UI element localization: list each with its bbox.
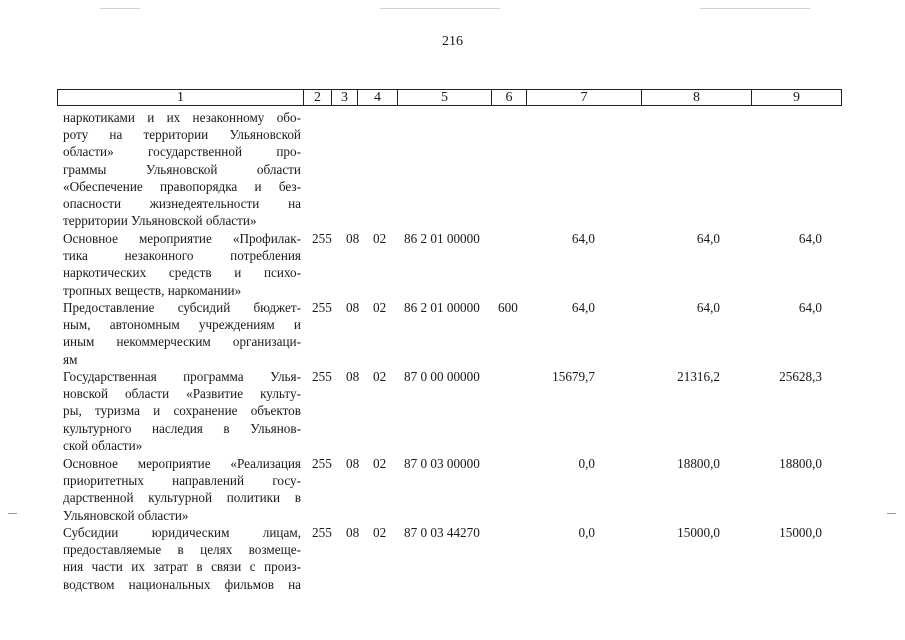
cell-ministry-code: 255	[312, 231, 332, 246]
header-col-7: 7	[527, 90, 642, 105]
description-line: граммы Ульяновской области	[63, 161, 301, 177]
row-description	[63, 524, 301, 593]
header-col-3: 3	[332, 90, 358, 105]
header-col-8: 8	[642, 90, 752, 105]
description-line: наркотиками и их незаконному обо-	[63, 110, 301, 125]
description-line: ской области»	[63, 437, 143, 453]
description-line: Государственная программа Улья-	[63, 369, 301, 384]
cell-amount-year-2: 64,0	[696, 300, 720, 315]
page-number: 216	[442, 34, 463, 49]
description-line: территории Ульяновской области»	[63, 213, 257, 229]
cell-expense-type: 600	[498, 300, 518, 315]
cell-amount-year-1: 64,0	[571, 231, 595, 246]
description-line: предоставляемые в целях возмеще-	[63, 542, 301, 558]
description-line: Ульяновской области»	[63, 507, 189, 523]
scan-mark	[700, 8, 810, 9]
cell-subsection: 02	[373, 456, 387, 471]
cell-amount-year-1: 0,0	[578, 456, 595, 471]
description-line: новской области «Развитие культу-	[63, 386, 301, 402]
row-description	[63, 109, 301, 229]
cell-subsection: 02	[373, 525, 387, 540]
cell-subsection: 02	[373, 300, 387, 315]
description-line: Основное мероприятие «Реализация	[63, 456, 301, 471]
cell-amount-year-3: 64,0	[798, 300, 822, 315]
cell-amount-year-3: 25628,3	[779, 369, 822, 384]
header-col-4: 4	[358, 90, 398, 105]
scan-mark	[380, 8, 500, 9]
cell-amount-year-2: 18800,0	[677, 456, 720, 471]
cell-section: 08	[346, 369, 360, 384]
cell-target-article: 87 0 00 00000	[404, 369, 480, 384]
cell-ministry-code: 255	[312, 525, 332, 540]
description-line: водством национальных фильмов на	[63, 576, 301, 592]
cell-target-article: 86 2 01 00000	[404, 231, 480, 246]
scan-mark	[887, 513, 896, 514]
cell-ministry-code: 255	[312, 300, 332, 315]
header-col-6: 6	[492, 90, 527, 105]
description-line: ры, туризма и сохранение объектов	[63, 403, 301, 419]
cell-section: 08	[346, 456, 360, 471]
header-col-2: 2	[304, 90, 332, 105]
description-line: Основное мероприятие «Профилак-	[63, 231, 301, 246]
table-header-row	[57, 89, 842, 106]
description-line: Субсидии юридическим лицам,	[63, 525, 301, 540]
description-line: «Обеспечение правопорядка и без-	[63, 178, 301, 194]
cell-subsection: 02	[373, 369, 387, 384]
description-line: наркотических средств и психо-	[63, 265, 301, 281]
cell-ministry-code: 255	[312, 456, 332, 471]
cell-amount-year-3: 15000,0	[779, 525, 822, 540]
cell-section: 08	[346, 300, 360, 315]
row-description	[63, 230, 301, 299]
header-col-5: 5	[398, 90, 492, 105]
description-line: культурного наследия в Ульянов-	[63, 420, 301, 436]
row-description	[63, 299, 301, 368]
cell-target-article: 87 0 03 44270	[404, 525, 480, 540]
cell-target-article: 86 2 01 00000	[404, 300, 480, 315]
cell-amount-year-2: 64,0	[696, 231, 720, 246]
cell-amount-year-1: 15679,7	[552, 369, 595, 384]
description-line: тропных веществ, наркомании»	[63, 282, 242, 298]
cell-subsection: 02	[373, 231, 387, 246]
cell-amount-year-1: 0,0	[578, 525, 595, 540]
row-description	[63, 368, 301, 454]
header-col-9: 9	[793, 90, 800, 105]
cell-section: 08	[346, 525, 360, 540]
header-col-1: 1	[58, 90, 304, 105]
cell-amount-year-2: 15000,0	[677, 525, 720, 540]
description-line: Предоставление субсидий бюджет-	[63, 300, 301, 315]
cell-ministry-code: 255	[312, 369, 332, 384]
description-line: опасности жизнедеятельности на	[63, 196, 301, 212]
description-line: области» государственной про-	[63, 144, 301, 160]
description-line: дарственной культурной политики в	[63, 490, 301, 506]
cell-target-article: 87 0 03 00000	[404, 456, 480, 471]
description-line: ям	[63, 351, 78, 367]
cell-amount-year-1: 64,0	[571, 300, 595, 315]
cell-amount-year-3: 64,0	[798, 231, 822, 246]
cell-amount-year-2: 21316,2	[677, 369, 720, 384]
scan-mark	[100, 8, 140, 9]
row-description	[63, 455, 301, 524]
description-line: ным, автономным учреждениям и	[63, 317, 301, 333]
cell-section: 08	[346, 231, 360, 246]
description-line: иным некоммерческим организаци-	[63, 334, 301, 350]
description-line: тика незаконного потребления	[63, 248, 301, 264]
description-line: приоритетных направлений госу-	[63, 473, 301, 489]
cell-amount-year-3: 18800,0	[779, 456, 822, 471]
description-line: роту на территории Ульяновской	[63, 127, 301, 143]
scan-mark	[8, 513, 17, 514]
description-line: ния части их затрат в связи с произ-	[63, 559, 301, 575]
